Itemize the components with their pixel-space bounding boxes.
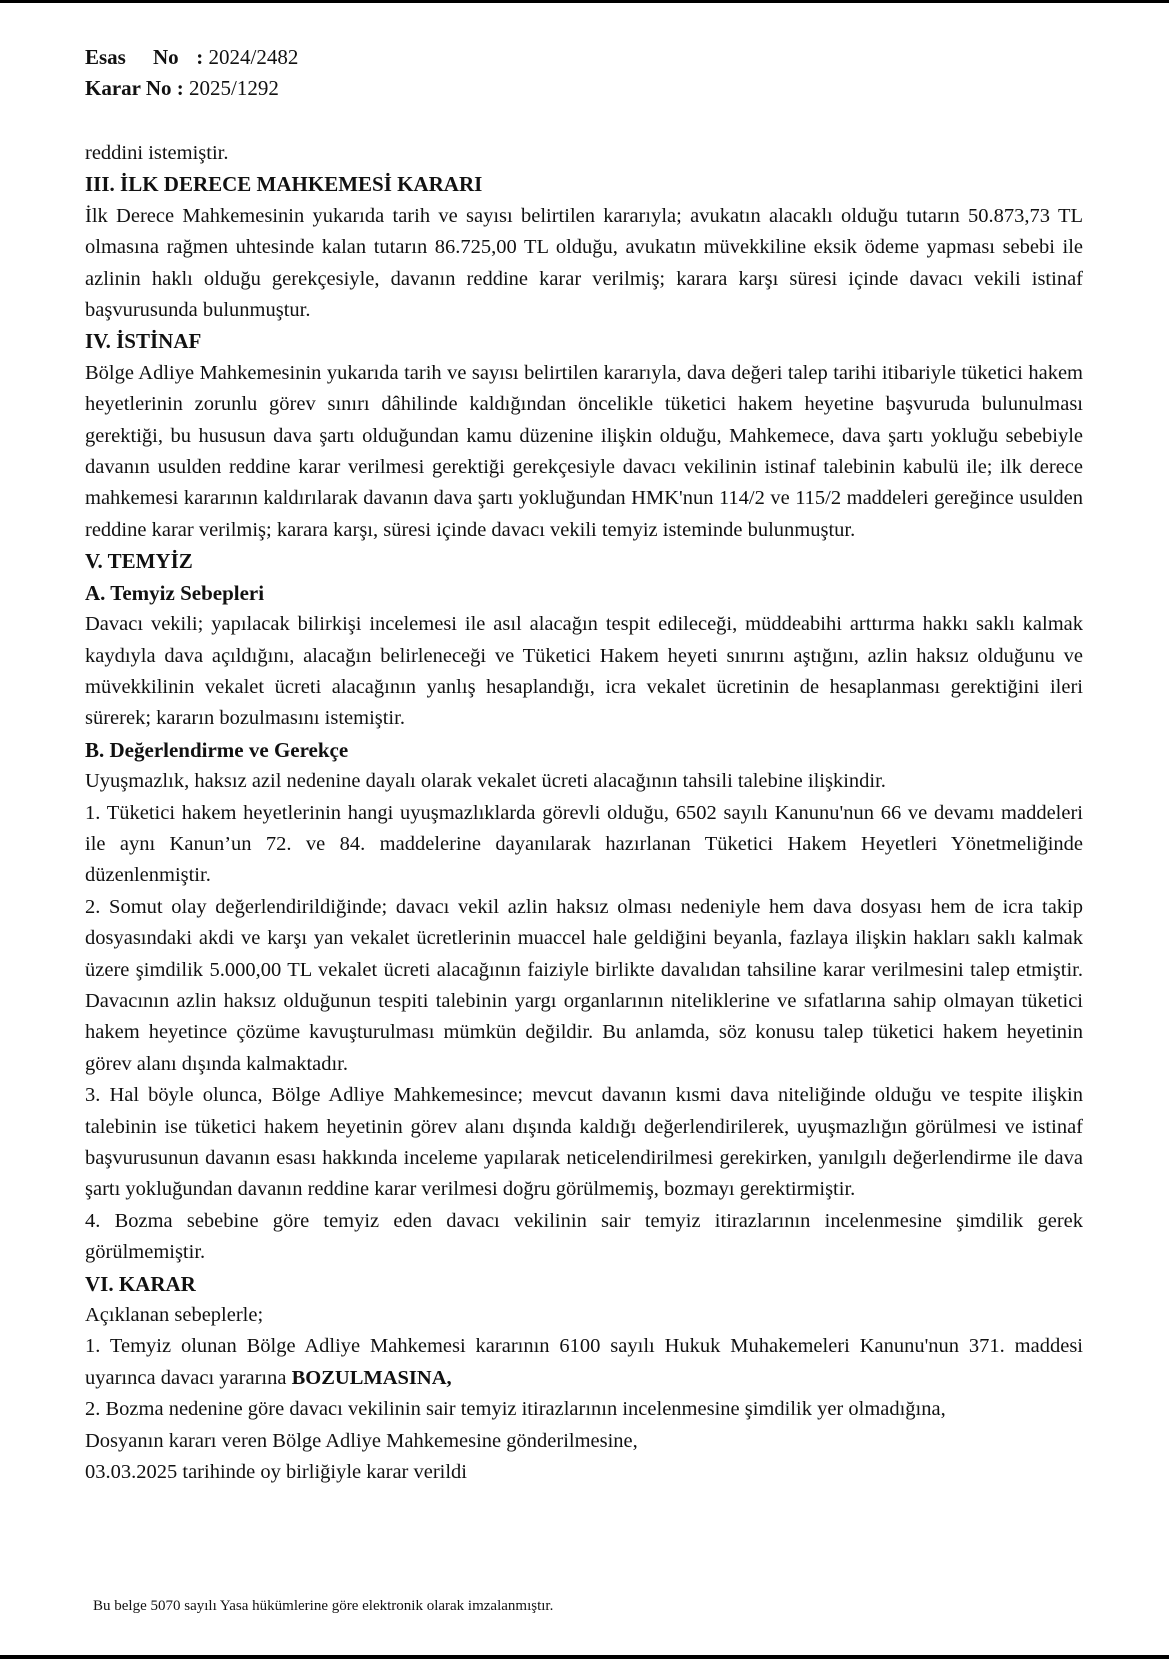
- continued-paragraph: reddini istemiştir.: [85, 142, 229, 164]
- esas-label: Esas: [85, 45, 126, 69]
- numbered-item-2: 2. Somut olay değerlendirildiğinde; davacı vekil azlin haksız olması nedeniyle hem dava dosyası hem de icra takip dosyasındaki akdi ve karşı yan vekalet ücretlerinin muaccel hale geldiğini beyanla, fazlaya ilişkin hakları saklı kalmak üzere şimdilik 5.000,00 TL vekalet ücreti alacağının faiziyle birlikte davalıdan tahsiline karar verilmesini talep etmiştir. Davacının azlin haksız olduğunun tespiti talebinin yargı organlarının niteliklerine ve sıfatlarına sahip olmayan tüketici hakem heyetince çözüme kavuşturulması mümkün değildir. Bu anlamda, söz konusu talep tüketici hakem heyetinin görev alanı dışında kalmaktadır.: [85, 895, 1083, 1075]
- section-heading-temyiz: V. TEMYİZ: [85, 549, 193, 574]
- case-header: [85, 42, 298, 104]
- karar-no-label: Karar No: [85, 76, 172, 100]
- paragraph-uyusmazlik: Uyuşmazlık, haksız azil nedenine dayalı olarak vekalet ücreti alacağının tahsili talebine ilişkindir.: [85, 770, 886, 793]
- paragraph-temyiz-sebepleri: Davacı vekili; yapılacak bilirkişi incelemesi ile asıl alacağın tespit edileceği, müddeabihi arttırma hakkı saklı kalmak kaydıyla dava açıldığını, alacağın belirleneceği ve Tüketici Hakem heyeti sınırını aştığını, azlin haksız olduğunu ve müvekkilinin vekalet ücreti alacağının yanlış hesaplandığı, icra vekalet ücretinin de hesaplanması gerektiğini ileri sürerek; kararın bozulmasını istemiştir.: [85, 613, 1083, 730]
- karar-item-2: 2. Bozma nedenine göre davacı vekilinin sair temyiz itirazlarının incelenmesine şimdilik yer olmadığına,: [85, 1398, 946, 1421]
- karar-no-row: [85, 73, 298, 104]
- e-signature-note: Bu belge 5070 sayılı Yasa hükümlerine göre elektronik olarak imzalanmıştır.: [93, 1598, 554, 1614]
- karar-item-1-verdict: BOZULMASINA,: [291, 1366, 452, 1389]
- document-body: [85, 138, 1083, 1488]
- karar-number: 2025/1292: [189, 76, 279, 100]
- esas-separator: :: [191, 45, 209, 69]
- esas-no-row: [85, 42, 298, 73]
- subheading-temyiz-sebepleri: A. Temyiz Sebepleri: [85, 580, 265, 605]
- karar-separator: :: [171, 76, 190, 100]
- numbered-item-3: 3. Hal böyle olunca, Bölge Adliye Mahkemesince; mevcut davanın kısmi dava niteliğinde olduğu ve tespite ilişkin talebinin ise tüketici hakem heyetinin görev alanı dışında kaldığı değerlendirilerek, uyuşmazlığın görülmesi ve istinaf başvurusunun davanın esası hakkında inceleme yapılarak neticelendirilmesi gerekirken, yanılgılı değerlendirme ile dava şartı yokluğundan davanın reddine karar verilmesi doğru görülmemiş, bozmayı gerektirmiştir.: [85, 1084, 1083, 1201]
- karar-intro: Açıklanan sebeplerle;: [85, 1304, 264, 1327]
- section-heading-ilk-derece: III. İLK DERECE MAHKEMESİ KARARI: [85, 172, 483, 197]
- karar-item-1: [85, 1331, 1083, 1394]
- esas-number: 2024/2482: [208, 45, 299, 69]
- paragraph-ilk-derece: İlk Derece Mahkemesinin yukarıda tarih ve sayısı belirtilen kararıyla; avukatın alacaklı olduğu tutarın 50.873,73 TL olmasına rağmen uhtesinde kalan tutarın 86.725,00 TL olduğu, avukatın müvekkiline eksik ödeme yapması sebebi ile azlinin haklı olduğu gerekçesiyle, davanın reddine karar verilmiş; karara karşı süresi içinde davacı vekili istinaf başvurusunda bulunmuştur.: [85, 204, 1083, 322]
- numbered-item-1: 1. Tüketici hakem heyetlerinin hangi uyuşmazlıklarda görevli olduğu, 6502 sayılı Kanunu'nun 66 ve devamı maddeleri ile aynı Kanun’un 72. ve 84. maddelerine dayanılarak hazırlanan Tüketici Hakem Heyetleri Yönetmeliğinde düzenlenmiştir.: [85, 801, 1083, 887]
- karar-date-line: 03.03.2025 tarihinde oy birliğiyle karar verildi: [85, 1461, 468, 1484]
- subheading-degerlendirme: B. Değerlendirme ve Gerekçe: [85, 737, 349, 762]
- numbered-item-4: 4. Bozma sebebine göre temyiz eden davacı vekilinin sair temyiz itirazlarının incelenmesine şimdilik gerek görülmemiştir.: [85, 1209, 1083, 1264]
- paragraph-istinaf: Bölge Adliye Mahkemesinin yukarıda tarih ve sayısı belirtilen kararıyla, dava değeri talep tarihi itibariyle tüketici hakem heyetlerinin zorunlu görev sınırı dâhilinde kaldığından öncelikle tüketici hakem heyetine başvuruda bulunulması gerektiği, bu hususun dava şartı olduğundan kamu düzenine ilişkin olduğu, Mahkemece, dava şartı yokluğu sebebiyle davanın usulden reddine karar verilmesi gerektiği gerekçesiyle davacı vekilinin istinaf talebinin kabulü ile; ilk derece mahkemesi kararının kaldırılarak davanın dava şartı yokluğundan HMK'nun 114/2 ve 115/2 maddeleri gereğince usulden reddine karar verilmiş; karara karşı, süresi içinde davacı vekili temyiz isteminde bulunmuştur.: [85, 361, 1083, 541]
- karar-item-3: Dosyanın kararı veren Bölge Adliye Mahkemesine gönderilmesine,: [85, 1429, 638, 1452]
- bottom-border-rule: [0, 1655, 1169, 1659]
- esas-no-label: No: [153, 45, 179, 69]
- top-border-rule: [0, 0, 1169, 3]
- karar-item-1-text: 1. Temyiz olunan Bölge Adliye Mahkemesi kararının 6100 sayılı Hukuk Muhakemeleri Kanunu'nun 371. maddesi uyarınca davacı yararına: [85, 1335, 1083, 1389]
- section-heading-karar: VI. KARAR: [85, 1271, 196, 1296]
- section-heading-istinaf: IV. İSTİNAF: [85, 329, 202, 354]
